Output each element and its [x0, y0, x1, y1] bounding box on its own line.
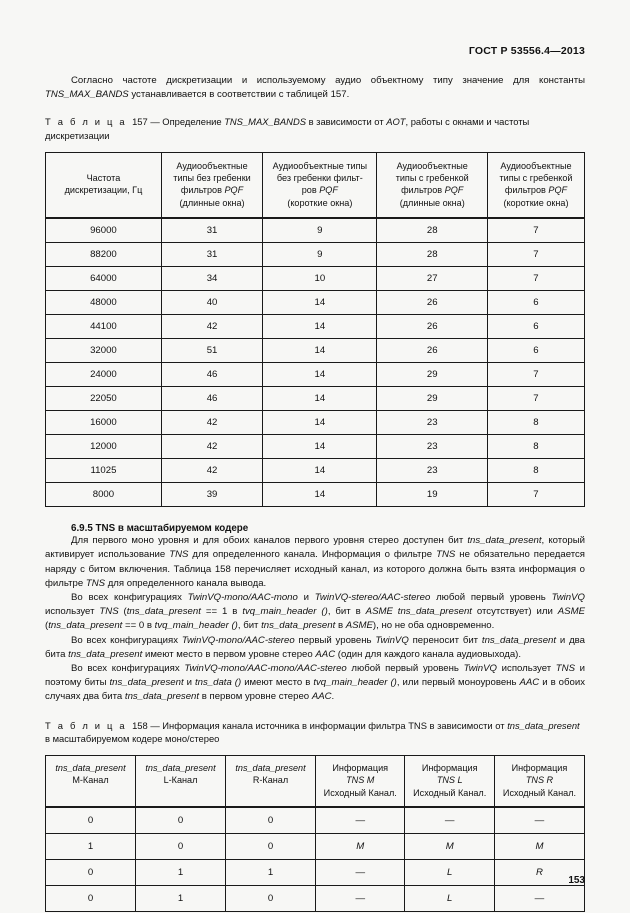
caption-italic-const: TNS_MAX_BANDS	[224, 116, 306, 128]
code-term: TwinVQ-stereo/AAC-stereo	[314, 592, 431, 604]
cell: 42	[161, 315, 262, 339]
table-row	[46, 860, 585, 886]
text-run: и в обоих случаях два бита	[45, 677, 585, 703]
caption-italic-term: tns_data_present	[507, 719, 580, 731]
header-line: Исходный Канал.	[502, 787, 577, 798]
cell: 0	[46, 807, 136, 834]
table-row	[46, 267, 585, 291]
cell: 23	[377, 435, 487, 459]
caption-text-2: в зависимости от	[305, 116, 387, 128]
cell: 0	[136, 807, 226, 834]
code-term: TNS	[169, 549, 189, 561]
header-line: Исходный Канал.	[413, 787, 487, 798]
code-term: tns_data_present	[467, 535, 542, 547]
table-158-caption	[45, 719, 585, 746]
code-term: TNS	[555, 663, 575, 675]
text-run: использует	[497, 663, 556, 675]
code-term: TwinVQ	[551, 592, 585, 604]
cell: 27	[377, 267, 487, 291]
cell: 44100	[46, 315, 162, 339]
cell: 23	[377, 411, 487, 435]
cell: 7	[487, 267, 584, 291]
header-line: TNS R	[525, 775, 554, 786]
cell: 9	[263, 243, 377, 267]
cell: 51	[161, 339, 262, 363]
cell: 8	[487, 435, 584, 459]
section-paragraph-3	[45, 634, 585, 662]
caption-label: Т а б л и ц а	[45, 719, 127, 731]
section-heading: 6.9.5 TNS в масштабируемом кодере	[71, 523, 249, 535]
cell: 6	[487, 339, 584, 363]
cell: 46	[161, 363, 262, 387]
caption-text-1: — Информация канала источника в информации фильтра TNS в зависимости от	[147, 719, 508, 731]
header-line: Частота	[86, 173, 121, 183]
header-line: дискретизации, Гц	[64, 185, 143, 196]
text-run: == 1 в	[200, 606, 243, 618]
table-row	[46, 291, 585, 315]
cell: 31	[161, 218, 262, 243]
header-line: TNS L	[436, 775, 463, 786]
text-run: Во всех конфигурациях	[71, 592, 188, 604]
standard-header: ГОСТ Р 53556.4—2013	[468, 45, 585, 57]
caption-number: 158	[132, 719, 148, 731]
header-line: TNS M	[346, 775, 375, 786]
pqf-label: PQF	[319, 185, 338, 196]
cell: 10	[263, 267, 377, 291]
table-157-body	[46, 218, 585, 507]
code-term: tns_data ()	[195, 677, 242, 689]
text-run: для определенного канала. Информация о фильтре	[188, 549, 437, 561]
cell: 14	[263, 435, 377, 459]
table-row	[46, 243, 585, 267]
cell: 1	[46, 834, 136, 860]
pqf-label: PQF	[548, 185, 568, 196]
text-run: == 0 в	[122, 620, 155, 632]
table-row	[46, 411, 585, 435]
table-157-head	[46, 152, 585, 218]
cell: —	[316, 886, 405, 912]
cell: —	[494, 886, 584, 912]
text-run: в первом уровне стерео	[199, 691, 312, 703]
text-run: .	[331, 691, 335, 703]
header-line: (короткие окна)	[503, 197, 569, 208]
text-run: Для первого моно уровня и для обоих каналов первого уровня стерео доступен бит	[71, 535, 468, 547]
cell: —	[494, 807, 584, 834]
table-row	[46, 363, 585, 387]
header-line: (короткие окна)	[287, 197, 353, 208]
cell: 0	[46, 860, 136, 886]
cell: 0	[226, 807, 316, 834]
cell: 96000	[46, 218, 162, 243]
cell: M	[494, 834, 584, 860]
page-number: 153	[568, 875, 585, 886]
text-run: использует	[45, 606, 100, 618]
header-line: Информация	[511, 762, 568, 773]
cell: 48000	[46, 291, 162, 315]
code-term: tvq_main_header ()	[154, 620, 238, 632]
cell: 14	[263, 411, 377, 435]
cell: —	[316, 807, 405, 834]
caption-text-1: — Определение	[147, 116, 225, 128]
cell: 14	[263, 315, 377, 339]
cell: 8000	[46, 483, 162, 507]
cell: 26	[377, 339, 487, 363]
caption-label: Т а б л и ц а	[45, 116, 127, 128]
header-line: Информация	[421, 762, 478, 773]
table-157-header-cell	[46, 152, 162, 218]
code-term: tns_data_present	[124, 691, 200, 703]
cell: L	[405, 886, 494, 912]
header-line: tns_data_present	[55, 762, 126, 773]
table-row	[46, 387, 585, 411]
table-157-header-row	[46, 152, 585, 218]
cell: 6	[487, 315, 584, 339]
code-term: TNS	[85, 577, 106, 589]
cell: 42	[161, 459, 262, 483]
header-line: фильтров PQF	[504, 185, 568, 196]
cell: 29	[377, 387, 487, 411]
code-term: TwinVQ	[375, 634, 409, 646]
code-term: tns_data_present	[68, 648, 143, 660]
header-line: ров PQF	[301, 185, 338, 196]
caption-italic-aot: AOT	[386, 116, 406, 128]
text-run: для определенного канала вывода.	[105, 577, 267, 589]
cell: 7	[487, 483, 584, 507]
code-term: TwinVQ	[463, 663, 497, 675]
table-158-header-row	[46, 755, 585, 807]
cell: —	[405, 807, 494, 834]
code-term: TNS	[436, 549, 456, 561]
cell: 7	[487, 243, 584, 267]
header-line: L-Канал	[163, 775, 198, 786]
cell: L	[405, 860, 494, 886]
text-run: , который активирует использование	[45, 535, 585, 561]
cell: 0	[46, 886, 136, 912]
table-row	[46, 315, 585, 339]
header-line: Информация	[332, 762, 389, 773]
code-term: AAC	[315, 648, 336, 660]
cell: 26	[377, 315, 487, 339]
text-run: и два бита	[45, 634, 585, 660]
table-157-header-cell	[263, 152, 377, 218]
cell: 8	[487, 411, 584, 435]
table-158-header-cell	[494, 755, 584, 807]
intro-const-name: TNS_MAX_BANDS	[45, 89, 129, 101]
text-run: ), но не оба одновременно.	[372, 620, 495, 632]
text-run: имеют место в	[241, 677, 314, 689]
section-paragraph-4	[45, 662, 585, 705]
header-spacer	[179, 788, 182, 798]
section-paragraph-1	[45, 534, 585, 591]
table-row	[46, 218, 585, 243]
text-run: имеют место в первом уровне стерео	[142, 648, 316, 660]
cell: 0	[226, 834, 316, 860]
cell: 16000	[46, 411, 162, 435]
header-line: R-Канал	[252, 775, 289, 786]
table-158-header-cell	[46, 755, 136, 807]
cell: 28	[377, 243, 487, 267]
table-row	[46, 339, 585, 363]
table-157-header-cell	[377, 152, 487, 218]
table-158-body	[46, 807, 585, 912]
cell: 14	[263, 483, 377, 507]
cell: 14	[263, 339, 377, 363]
cell: 39	[161, 483, 262, 507]
table-158-head	[46, 755, 585, 807]
table-158-header-cell	[316, 755, 405, 807]
header-line: типы с гребенкой	[395, 173, 469, 183]
table-158	[45, 755, 585, 912]
code-term: tns_data_present	[481, 634, 557, 646]
code-term: tns_data_present	[261, 620, 336, 632]
cell: 7	[487, 363, 584, 387]
text-run: переносит бит	[408, 634, 482, 646]
text-run: Во всех конфигурациях	[71, 663, 185, 675]
cell: 46	[161, 387, 262, 411]
table-row	[46, 459, 585, 483]
table-157-header-cell	[161, 152, 262, 218]
section-paragraph-2	[45, 591, 585, 634]
cell: 19	[377, 483, 487, 507]
header-line: типы без гребенки	[173, 173, 251, 183]
text-run: в	[335, 620, 346, 632]
cell: 34	[161, 267, 262, 291]
header-spacer	[89, 788, 92, 798]
header-line: M-Канал	[72, 775, 109, 786]
cell: 8	[487, 459, 584, 483]
code-term: tns_data_present	[48, 620, 123, 632]
text-run: , бит в	[327, 606, 366, 618]
cell: 7	[487, 387, 584, 411]
text-run: (один для каждого канала аудиовыхода).	[335, 648, 522, 660]
header-line: (длинные окна)	[399, 197, 465, 208]
header-line: (длинные окна)	[179, 197, 245, 208]
cell: 23	[377, 459, 487, 483]
code-term: tns_data_present	[126, 606, 201, 618]
code-term: TNS	[99, 606, 119, 618]
cell: 12000	[46, 435, 162, 459]
cell: 22050	[46, 387, 162, 411]
intro-paragraph	[45, 74, 585, 102]
cell: 14	[263, 363, 377, 387]
intro-text-1: Согласно частоте дискретизации и используемому аудио объектному типу значение для константы	[71, 75, 585, 86]
table-row	[46, 483, 585, 507]
text-run: Во всех конфигурациях	[71, 634, 182, 646]
table-157-caption	[45, 115, 585, 142]
cell: 26	[377, 291, 487, 315]
pqf-label: PQF	[224, 185, 244, 196]
header-line: фильтров PQF	[401, 185, 464, 196]
cell: 14	[263, 291, 377, 315]
table-row	[46, 886, 585, 912]
table-157-header-cell	[487, 152, 584, 218]
header-line: типы с гребенкой	[499, 173, 573, 183]
header-spacer	[269, 788, 272, 798]
header-line: фильтров PQF	[180, 185, 244, 196]
cell: 1	[136, 886, 226, 912]
text-run: не обязательно передается наряду с битом включения. Таблица 158 перечисляет исходный канал, из которого должна быть взята информация о фильтре	[45, 549, 586, 589]
text-run: первый уровень	[294, 634, 376, 646]
text-run: (	[45, 620, 49, 632]
cell: M	[405, 834, 494, 860]
code-term: AAC	[311, 691, 332, 703]
code-term: tvq_main_header ()	[313, 677, 397, 689]
cell: 32000	[46, 339, 162, 363]
cell: —	[316, 860, 405, 886]
text-run: , бит	[237, 620, 262, 632]
table-row	[46, 834, 585, 860]
header-line: Исходный Канал.	[323, 787, 397, 798]
cell: 14	[263, 459, 377, 483]
header-line: tns_data_present	[145, 762, 216, 773]
caption-text-3: , работы с окнами и частоты дискретизации	[45, 116, 530, 141]
table-158-header-cell	[405, 755, 494, 807]
code-term: TwinVQ-mono/AAC-mono/AAC-stereo	[184, 663, 347, 675]
cell: 6	[487, 291, 584, 315]
cell: 40	[161, 291, 262, 315]
table-158-header-cell	[136, 755, 226, 807]
code-term: ASME tns_data_present	[365, 606, 472, 618]
code-term: ASME	[345, 620, 373, 632]
cell: 24000	[46, 363, 162, 387]
cell: 14	[263, 387, 377, 411]
cell: 28	[377, 218, 487, 243]
cell: 1	[136, 860, 226, 886]
caption-text-2: в масштабируемом кодере моно/стерео	[45, 733, 220, 745]
cell: 88200	[46, 243, 162, 267]
code-term: TwinVQ-mono/AAC-stereo	[181, 634, 295, 646]
code-term: ASME	[557, 606, 585, 618]
header-line: Аудиообъектные	[500, 160, 572, 171]
text-run: и	[183, 677, 195, 689]
header-line: Аудиообъектные	[176, 160, 248, 171]
caption-number: 157	[132, 116, 148, 128]
code-term: AAC	[519, 677, 540, 689]
header-line: Аудиообъектные	[396, 160, 468, 171]
text-run: любой первый уровень	[346, 663, 464, 675]
table-row	[46, 807, 585, 834]
text-run: любой первый уровень	[430, 592, 552, 604]
code-term: tvq_main_header ()	[242, 606, 328, 618]
code-term: TwinVQ-mono/AAC-mono	[187, 592, 298, 604]
cell: 9	[263, 218, 377, 243]
text-run: , или первый моноуровень	[396, 677, 520, 689]
cell: 7	[487, 218, 584, 243]
text-run: и поэтому биты	[45, 663, 586, 689]
cell: 42	[161, 411, 262, 435]
cell: 29	[377, 363, 487, 387]
header-line: Аудиообъектные типы	[272, 160, 368, 171]
cell: 0	[226, 886, 316, 912]
table-row	[46, 435, 585, 459]
cell: 42	[161, 435, 262, 459]
header-line: без гребенки фильт-	[276, 173, 363, 183]
text-run: отсутствует) или	[471, 606, 558, 618]
cell: 0	[136, 834, 226, 860]
header-line: tns_data_present	[235, 762, 306, 773]
cell: R	[494, 860, 584, 886]
cell: M	[316, 834, 405, 860]
pqf-label: PQF	[444, 185, 464, 196]
cell: 11025	[46, 459, 162, 483]
table-157	[45, 152, 585, 508]
cell: 1	[226, 860, 316, 886]
intro-text-2: устанавливается в соответствии с таблицей 157.	[128, 89, 350, 101]
text-run: (	[118, 606, 127, 618]
cell: 64000	[46, 267, 162, 291]
code-term: tns_data_present	[109, 677, 184, 689]
text-run: и	[297, 592, 315, 604]
table-158-header-cell	[226, 755, 316, 807]
cell: 31	[161, 243, 262, 267]
